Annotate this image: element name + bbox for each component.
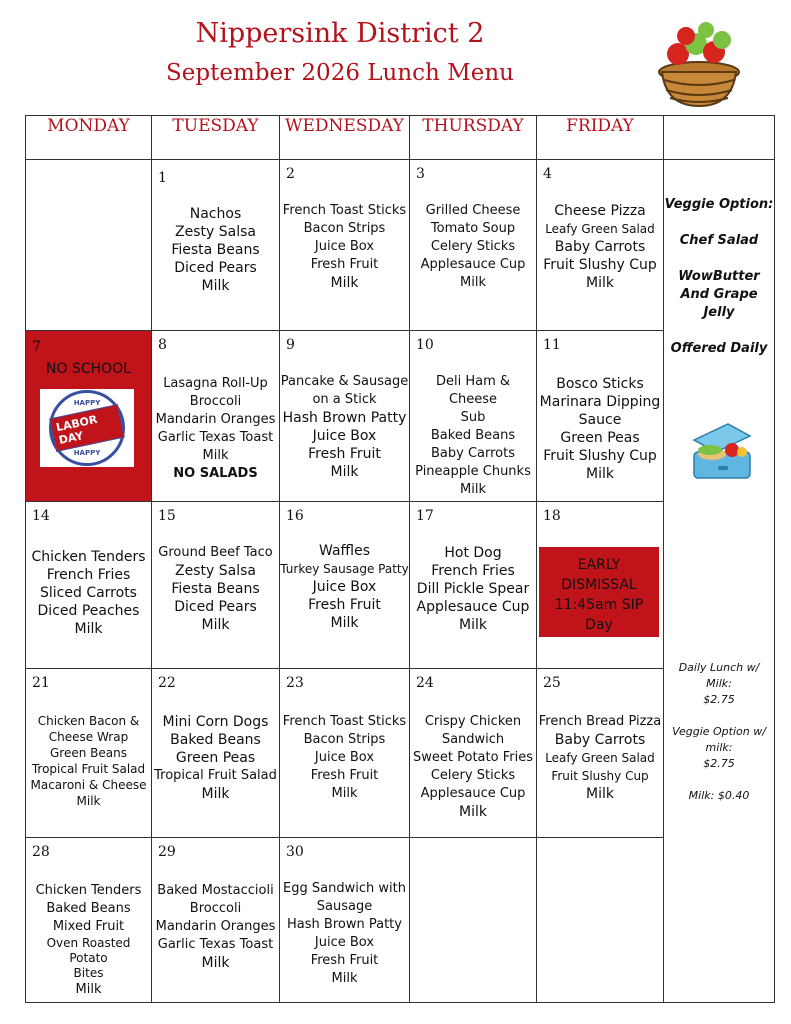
day-number: 29 — [158, 844, 176, 860]
day-number: 4 — [543, 166, 552, 182]
menu-items — [537, 202, 663, 292]
menu-item: Marinara Dipping — [539, 394, 661, 410]
day-number: 24 — [416, 675, 434, 691]
week-row — [26, 331, 775, 502]
menu-item: Fresh Fruit — [308, 446, 381, 462]
menu-item: Sweet Potato Fries — [413, 750, 533, 765]
day-number: 8 — [158, 337, 167, 353]
day-number: 21 — [32, 675, 50, 691]
menu-item: Milk — [459, 617, 487, 633]
menu-item: Cheese Wrap — [48, 730, 129, 744]
day-cell — [152, 669, 280, 838]
day-number: 7 — [32, 339, 41, 355]
menu-item: Milk — [459, 804, 487, 820]
menu-item: NO SALADS — [173, 466, 258, 481]
menu-item: Sliced Carrots — [40, 585, 137, 601]
labor-day-icon — [49, 390, 125, 466]
day-cell — [410, 669, 537, 838]
day-cell — [410, 502, 537, 669]
menu-items — [280, 202, 409, 292]
menu-items — [26, 548, 151, 638]
menu-item: Applesauce Cup — [420, 786, 526, 801]
menu-item: French Toast Sticks — [282, 203, 407, 218]
menu-item: Oven Roasted Potato — [46, 936, 131, 965]
header-sidebar — [664, 116, 775, 160]
menu-item: Milk — [75, 982, 102, 997]
day-cell-empty — [26, 160, 152, 331]
menu-item: Milk — [201, 955, 230, 971]
menu-item: Fresh Fruit — [310, 257, 379, 272]
menu-item: Sausage — [316, 899, 373, 914]
day-cell — [152, 160, 280, 331]
menu-item: Chicken Bacon & — [37, 714, 140, 728]
menu-item: Sandwich — [441, 732, 505, 747]
menu-items — [280, 880, 409, 988]
menu-item: Lasagna Roll-Up — [163, 376, 268, 391]
menu-item: Juice Box — [312, 579, 377, 595]
menu-item: Mandarin Oranges — [155, 919, 276, 934]
early-line: DISMISSAL — [561, 577, 637, 593]
menu-item: Green Peas — [175, 750, 256, 766]
day-number: 10 — [416, 337, 434, 353]
menu-item: Baked Mostaccioli — [157, 883, 274, 898]
apple-basket-icon — [656, 14, 742, 110]
menu-items — [280, 373, 409, 481]
menu-item: Milk — [201, 278, 230, 294]
day-cell — [152, 331, 280, 502]
menu-item: Ground Beef Taco — [158, 545, 273, 560]
day-number: 2 — [286, 166, 295, 182]
day-cell — [537, 331, 664, 502]
day-number: 11 — [543, 337, 561, 353]
menu-items — [26, 713, 151, 809]
menu-item: Bosco Sticks — [556, 376, 644, 392]
day-number: 15 — [158, 508, 176, 524]
menu-items — [152, 375, 279, 483]
menu-items — [537, 713, 663, 803]
menu-item: Baby Carrots — [430, 446, 515, 461]
week-row — [26, 160, 775, 331]
day-cell-no-school — [26, 331, 152, 502]
menu-item: French Fries — [431, 563, 515, 579]
day-number: 16 — [286, 508, 304, 524]
menu-item: Fiesta Beans — [171, 581, 260, 597]
menu-item: Milk — [460, 275, 486, 290]
wowbutter: WowButter — [678, 269, 760, 284]
menu-item: Hot Dog — [444, 545, 502, 561]
menu-item: Hash Brown Patty — [282, 410, 407, 426]
district-title: Nippersink District 2 — [195, 18, 485, 49]
menu-item: Tomato Soup — [430, 221, 516, 236]
menu-item: Tropical Fruit Salad — [31, 762, 146, 776]
milk-price: Milk: $0.40 — [688, 789, 750, 802]
menu-item: Juice Box — [314, 750, 375, 765]
veggie-option-heading: Veggie Option: — [664, 197, 774, 212]
offered-daily: Offered Daily — [670, 341, 768, 356]
menu-item: Celery Sticks — [430, 239, 516, 254]
day-number: 28 — [32, 844, 50, 860]
menu-item: Bites — [73, 966, 104, 980]
week-row — [26, 838, 775, 1003]
menu-item: Diced Pears — [174, 599, 257, 615]
day-cell — [26, 669, 152, 838]
veggie-price-label: Veggie Option w/ — [672, 725, 766, 738]
menu-item: Chicken Tenders — [35, 883, 142, 898]
menu-item: Celery Sticks — [430, 768, 516, 783]
day-number: 17 — [416, 508, 434, 524]
menu-item: Fresh Fruit — [310, 768, 379, 783]
menu-items — [410, 713, 536, 821]
menu-items — [152, 882, 279, 972]
menu-item: Milk — [74, 621, 103, 637]
day-cell — [26, 838, 152, 1003]
day-number: 22 — [158, 675, 176, 691]
header-thursday: THURSDAY — [410, 116, 537, 160]
stamp-text-top: HAPPY — [73, 399, 101, 407]
day-number: 18 — [543, 508, 561, 524]
menu-item: Hash Brown Patty — [287, 917, 402, 932]
day-cell-early-dismissal — [537, 502, 664, 669]
menu-item: Milk — [331, 971, 358, 986]
day-cell — [410, 331, 537, 502]
menu-item: Baby Carrots — [554, 732, 646, 748]
day-cell — [280, 331, 410, 502]
menu-title: September 2026 Lunch Menu — [166, 60, 514, 86]
day-cell — [152, 838, 280, 1003]
menu-item: Garlic Texas Toast — [157, 937, 274, 952]
week-row — [26, 502, 775, 669]
menu-item: Milk — [202, 448, 229, 463]
grape-jelly: And Grape Jelly — [680, 287, 758, 320]
menu-item: Milk — [201, 786, 230, 802]
menu-items — [152, 713, 279, 803]
day-cell — [26, 502, 152, 669]
menu-items — [152, 544, 279, 634]
menu-item: Fruit Slushy Cup — [543, 448, 657, 464]
menu-item: Milk — [331, 786, 358, 801]
menu-item: Cheese Pizza — [554, 203, 646, 219]
early-line: 11:45am SIP Day — [554, 597, 644, 633]
menu-item: Juice Box — [312, 428, 377, 444]
menu-items — [152, 205, 279, 295]
menu-item: Fresh Fruit — [310, 953, 379, 968]
day-cell — [410, 160, 537, 331]
weekday-header-row — [26, 116, 775, 160]
day-number: 3 — [416, 166, 425, 182]
menu-item: Diced Pears — [174, 260, 257, 276]
menu-item: Milk — [586, 466, 614, 482]
header-wednesday: WEDNESDAY — [280, 116, 410, 160]
header-friday: FRIDAY — [537, 116, 664, 160]
menu-item: Milk — [460, 482, 486, 497]
day-number: 30 — [286, 844, 304, 860]
menu-item: Mini Corn Dogs — [162, 714, 269, 730]
week-row — [26, 669, 775, 838]
menu-item: Applesauce Cup — [420, 257, 526, 272]
day-number: 1 — [158, 170, 167, 186]
day-cell — [280, 502, 410, 669]
menu-item: Broccoli — [189, 394, 242, 409]
menu-item: Zesty Salsa — [175, 563, 256, 579]
day-number: 23 — [286, 675, 304, 691]
menu-item: Green Beans — [50, 746, 127, 760]
menu-item: Nachos — [189, 206, 242, 222]
menu-item: Zesty Salsa — [175, 224, 256, 240]
menu-items — [410, 544, 536, 634]
day-cell-empty — [537, 838, 664, 1003]
menu-item: Fresh Fruit — [308, 597, 381, 613]
menu-item: Deli Ham & Cheese — [435, 374, 511, 407]
menu-item: Green Peas — [560, 430, 640, 446]
menu-item: Juice Box — [314, 239, 375, 254]
header-tuesday: TUESDAY — [152, 116, 280, 160]
day-cell — [152, 502, 280, 669]
menu-item: Applesauce Cup — [416, 599, 530, 615]
menu-item: Egg Sandwich with — [283, 881, 406, 896]
menu-item: Chicken Tenders — [31, 549, 146, 565]
day-number: 14 — [32, 508, 50, 524]
day-cell — [280, 160, 410, 331]
menu-item: Sauce — [578, 412, 622, 428]
menu-item: Baby Carrots — [554, 239, 646, 255]
menu-item: Broccoli — [189, 901, 242, 916]
menu-item: Milk — [330, 615, 359, 631]
stamp-text-main: LABOR DAY — [49, 404, 125, 452]
menu-item: Baked Beans — [430, 428, 516, 443]
daily-lunch-label: Daily Lunch w/ — [678, 661, 760, 674]
menu-item: Milk — [586, 275, 614, 291]
menu-item: Milk — [586, 786, 614, 802]
menu-item: Milk — [76, 794, 101, 808]
menu-item: Waffles — [319, 543, 370, 559]
menu-item: Bacon Strips — [303, 221, 386, 236]
menu-items — [537, 375, 663, 483]
menu-items — [26, 882, 151, 999]
lunch-calendar — [25, 115, 775, 1003]
menu-item: Pancake & Sausage — [280, 374, 409, 389]
early-line: EARLY — [577, 557, 621, 573]
day-cell — [280, 838, 410, 1003]
day-cell — [537, 160, 664, 331]
menu-item: French Toast Sticks — [282, 714, 407, 729]
header-monday: MONDAY — [26, 116, 152, 160]
menu-item: Leafy Green Salad — [545, 222, 655, 236]
menu-item: Macaroni & Cheese — [30, 778, 147, 792]
veggie-price: $2.75 — [703, 757, 735, 770]
menu-item: French Fries — [46, 567, 131, 583]
day-cell-empty — [410, 838, 537, 1003]
menu-item: Fruit Slushy Cup — [551, 769, 649, 783]
sidebar-info — [664, 160, 775, 1003]
daily-lunch-price: $2.75 — [703, 693, 735, 706]
menu-items — [410, 373, 536, 499]
day-number: 25 — [543, 675, 561, 691]
menu-item: on a Stick — [312, 392, 377, 407]
menu-item: Mixed Fruit — [52, 919, 125, 934]
menu-item: Leafy Green Salad — [545, 751, 655, 765]
menu-items — [280, 542, 409, 632]
labor-day-stamp — [40, 389, 134, 467]
day-number: 9 — [286, 337, 295, 353]
menu-item: Bacon Strips — [303, 732, 386, 747]
menu-item: Baked Beans — [46, 901, 131, 916]
menu-item: Tropical Fruit Salad — [154, 768, 277, 783]
daily-lunch-milk: Milk: — [706, 677, 732, 690]
menu-item: Sub — [460, 410, 486, 425]
menu-item: Crispy Chicken — [424, 714, 522, 729]
menu-item: Mandarin Oranges — [155, 412, 276, 427]
lunchbox-icon — [688, 418, 758, 488]
menu-item: Milk — [330, 464, 359, 480]
menu-item: Pineapple Chunks — [415, 464, 531, 479]
menu-item: Fiesta Beans — [171, 242, 260, 258]
chef-salad: Chef Salad — [679, 233, 759, 248]
stamp-text-bottom: HAPPY — [73, 449, 101, 457]
menu-items — [280, 713, 409, 803]
menu-item: Juice Box — [314, 935, 375, 950]
menu-item: Baked Beans — [170, 732, 261, 748]
menu-item: Diced Peaches — [37, 603, 140, 619]
menu-item: Grilled Cheese — [425, 203, 521, 218]
menu-item: Turkey Sausage Patty — [280, 562, 409, 576]
menu-item: Garlic Texas Toast — [157, 430, 274, 445]
menu-item: Milk — [330, 275, 359, 291]
no-school-label: NO SCHOOL — [46, 361, 131, 377]
menu-item: Milk — [201, 617, 230, 633]
day-cell — [280, 669, 410, 838]
menu-items — [410, 202, 536, 292]
menu-item: French Bread Pizza — [538, 714, 662, 729]
menu-item: Fruit Slushy Cup — [543, 257, 657, 273]
menu-item: Dill Pickle Spear — [416, 581, 530, 597]
day-cell — [537, 669, 664, 838]
veggie-price-milk: milk: — [705, 741, 733, 754]
early-dismissal-banner — [539, 547, 659, 637]
